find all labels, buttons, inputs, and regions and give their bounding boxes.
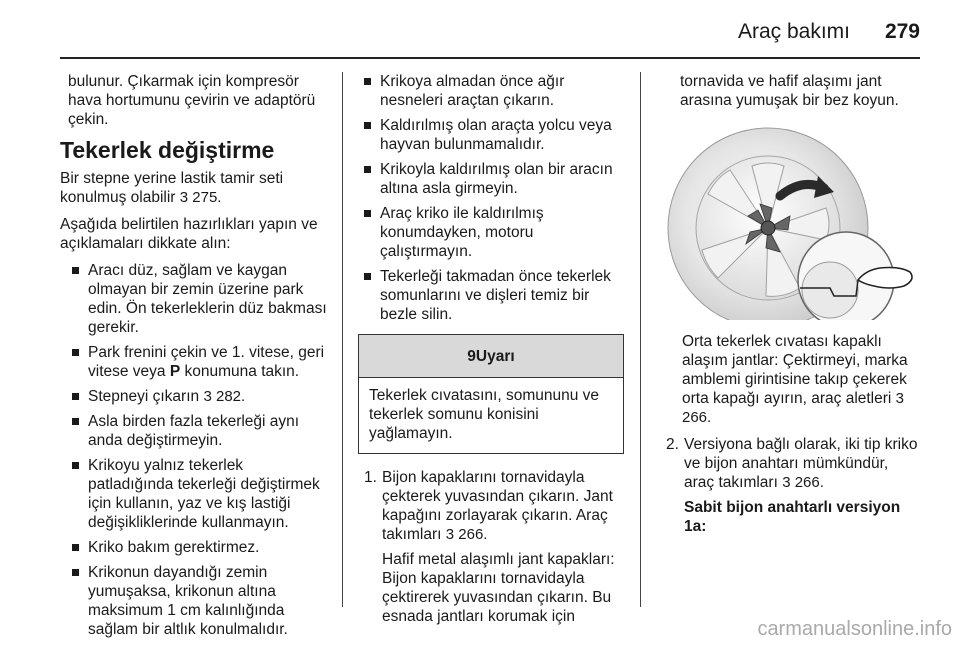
page-header [0, 0, 960, 50]
column-3 [660, 72, 922, 542]
header-title: Araç bakımı [737, 20, 850, 43]
list-item-text: Asla birden fazla tekerleği aynı anda değiştirmeyin. [88, 413, 300, 449]
column-divider [342, 72, 343, 607]
step-text: Versiyona bağlı olarak, iki tip kriko ve bijon anahtarı mümkündür, araç takımları [684, 436, 918, 491]
list-item [66, 261, 328, 337]
list-item [66, 343, 328, 381]
continuation-text: tornavida ve hafif alaşımı jant arasına yumuşak bir bez koyun. [680, 73, 899, 109]
list-item-text: Kriko bakım gerektirmez. [88, 539, 260, 556]
list-item-text: konumuna takın. [180, 363, 300, 380]
warning-box [358, 334, 624, 454]
steps-list [660, 435, 922, 536]
warning-header [359, 335, 623, 378]
wheel-illustration-svg [660, 120, 922, 320]
figure-caption [660, 332, 922, 427]
step-number: 2. [666, 436, 679, 453]
list-item-text: Stepneyi çıkarın [88, 388, 200, 405]
warning-title: Uyarı [475, 347, 515, 365]
list-item-text: Aracı düz, sağlam ve kaygan olmayan bir zemin üzerine park edin. Ön tekerleklerin düz bakması gerekir. [88, 262, 327, 336]
list-item: Tekerleği takmadan önce tekerlek somunlarını ve dişleri temiz bir bezle silin. [358, 267, 624, 324]
list-item: Araç kriko ile kaldırılmış konumdayken, motoru çalıştırmayın. [358, 204, 624, 261]
list-item [66, 387, 328, 406]
step-item [358, 468, 624, 626]
site-watermark: carmanualsonline.info [757, 618, 952, 640]
step-text: Bijon kapaklarını tornavidayla çekterek yuvasından çıkarın. Jant kapağını zorlayarak çıkarın. Araç takımları [382, 469, 613, 543]
intro-paragraph [60, 169, 328, 207]
list-item: Krikoyla kaldırılmış olan bir aracın altına asla girmeyin. [358, 160, 624, 198]
instructions-paragraph: Aşağıda belirtilen hazırlıkları yapın ve açıklamaları dikkate alın: [60, 216, 318, 252]
list-item [66, 538, 328, 557]
column-1 [60, 72, 328, 647]
page-reference[interactable]: 3 266. [445, 526, 488, 543]
step-item [660, 435, 922, 536]
page-number: 279 [884, 20, 920, 43]
list-item [66, 412, 328, 450]
intro-text: Bir stepne yerine lastik tamir seti konulmuş olabilir [60, 170, 284, 206]
version-subheading: Sabit bijon anahtarlı versiyon 1a: [684, 499, 901, 535]
list-item: Kaldırılmış olan araçta yolcu veya hayvan bulunmamalıdır. [358, 116, 624, 154]
page-reference[interactable]: 3 282. [203, 388, 246, 405]
page-reference[interactable]: 3 266. [682, 390, 905, 426]
page-reference[interactable]: 3 275. [179, 189, 222, 206]
column-divider [640, 72, 641, 607]
list-item-text: Krikonun dayandığı zemin yumuşaksa, krikonun altına maksimum 1 cm kalınlığında sağlam bir altlık konulmalıdır. [88, 564, 288, 638]
preparation-list [60, 261, 328, 639]
warning-text: Tekerlek cıvatasını, somununu ve tekerlek somunu konisini yağlamayın. [369, 387, 600, 442]
step-paragraph [684, 435, 922, 492]
continuation-text: bulunur. Çıkarmak için kompresör hava hortumunu çevirin ve adaptörü çekin. [68, 73, 316, 128]
step-number: 1. [364, 469, 377, 486]
step-paragraph: Hafif metal alaşımlı jant kapakları: Bijon kapaklarını tornavidayla çektirerek yuvasından çıkarın. Bu esnada jantları korumak için [382, 551, 615, 625]
list-item: Krikoya almadan önce ağır nesneleri araçtan çıkarın. [358, 72, 624, 110]
page-reference[interactable]: 3 266. [782, 474, 824, 491]
steps-list [358, 468, 624, 626]
wheel-cap-illustration [660, 120, 922, 320]
header-rule [60, 57, 920, 59]
list-item [66, 563, 328, 639]
gear-position-label: P [169, 363, 181, 380]
caption-text: Orta tekerlek cıvatası kapaklı alaşım jantlar: Çektirmeyi, marka amblemi girintisine takıp çekerek orta kapağı ayırın, araç aletleri [682, 333, 908, 407]
list-item-text: Krikoyu yalnız tekerlek patladığında tekerleği değiştirmek için kullanın, yaz ve kış lastiği değişikliklerinde kullanmayın. [88, 457, 320, 531]
column-2 [358, 72, 624, 632]
safety-list [358, 72, 624, 324]
list-item-text: Park frenini çekin ve 1. vitese, geri vitese veya [88, 344, 325, 380]
section-heading: Tekerlek değiştirme [60, 137, 275, 163]
step-paragraph [382, 468, 624, 544]
list-item [66, 456, 328, 532]
warning-icon: 9 [467, 347, 476, 365]
